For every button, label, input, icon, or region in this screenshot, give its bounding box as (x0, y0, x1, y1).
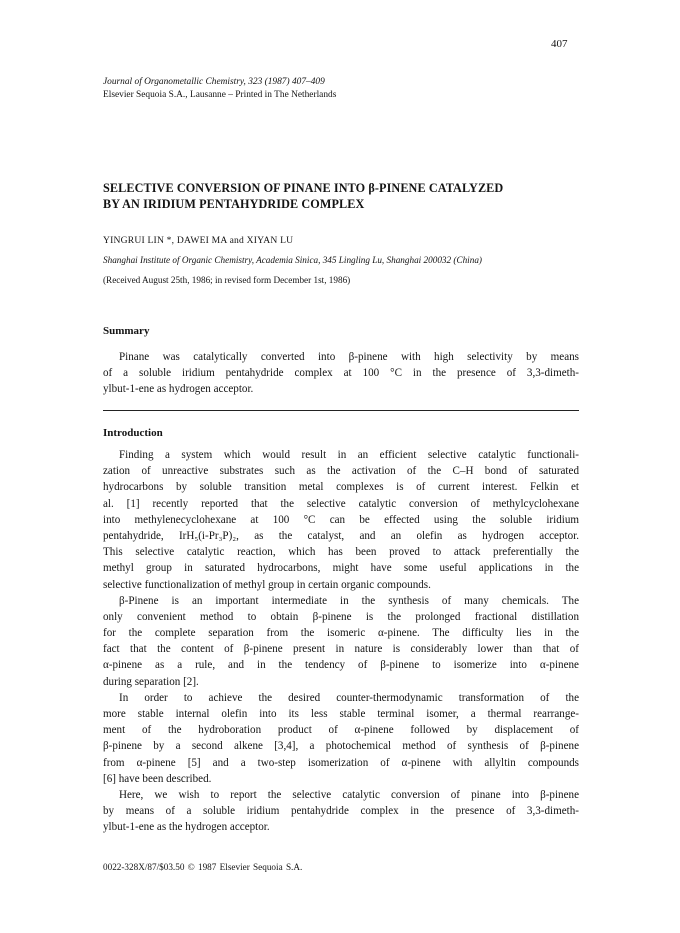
journal-citation-line1: Journal of Organometallic Chemistry, 323 (1987) 407–409 (103, 77, 325, 87)
intro-line: This selective catalytic reaction, which has been proved to attack preferentially the (103, 546, 579, 559)
intro-line: α-pinene as a rule, and in the tendency of β-pinene to isomerize into α-pinene (103, 659, 579, 672)
intro-line: zation of unreactive substrates such as the activation of the C–H bond of saturated (103, 465, 579, 478)
intro-line: fact that the content of β-pinene present in nature is considerably lower than that of (103, 643, 579, 656)
article-title-line2: BY AN IRIDIUM PENTAHYDRIDE COMPLEX (103, 197, 365, 211)
article-title (103, 180, 503, 212)
intro-line: al. [1] recently reported that the selective catalytic conversion of methylcyclohexane (103, 497, 579, 510)
intro-line: during separation [2]. (103, 675, 199, 688)
page-number: 407 (551, 38, 568, 50)
footer-copyright: 0022-328X/87/$03.50 © 1987 Elsevier Sequoia S.A. (103, 862, 303, 872)
intro-line: β-pinene by a second alkene [3,4], a photochemical method of synthesis of β-pinene (103, 740, 579, 753)
intro-line: pentahydride, IrH₅(i-Pr₃P)₂, as the catalyst, and an olefin as hydrogen acceptor. (103, 529, 579, 542)
intro-line: In order to achieve the desired counter-thermodynamic transformation of the (119, 691, 579, 704)
intro-line: into methylenecyclohexane at 100 °C can be effected using the soluble iridium (103, 513, 579, 526)
intro-line: more stable internal olefin into its less stable terminal isomer, a thermal rearrange- (103, 708, 579, 720)
intro-line: selective functionalization of methyl group in certain organic compounds. (103, 578, 431, 591)
introduction-heading: Introduction (103, 427, 163, 439)
summary-heading: Summary (103, 325, 150, 337)
affiliation: Shanghai Institute of Organic Chemistry, Academia Sinica, 345 Lingling Lu, Shanghai 200032 (China) (103, 255, 482, 265)
intro-line: by means of a soluble iridium pentahydride complex in the presence of 3,3-dimeth- (103, 805, 579, 818)
intro-line: Here, we wish to report the selective catalytic conversion of pinane into β-pinene (119, 788, 579, 801)
summary-text (103, 349, 579, 398)
intro-line: from α-pinene [5] and a two-step isomerization of α-pinene with allyltin compounds (103, 756, 579, 769)
authors: YINGRUI LIN *, DAWEI MA and XIYAN LU (103, 235, 294, 246)
journal-citation-line2: Elsevier Sequoia S.A., Lausanne – Printed in The Netherlands (103, 90, 337, 100)
intro-line: ylbut-1-ene as the hydrogen acceptor. (103, 821, 270, 834)
received-dates: (Received August 25th, 1986; in revised form December 1st, 1986) (103, 275, 351, 285)
section-divider (103, 410, 579, 411)
summary-line: Pinane was catalytically converted into β-pinene with high selectivity by means (119, 351, 579, 363)
intro-line: β-Pinene is an important intermediate in the synthesis of many chemicals. The (119, 594, 579, 607)
article-title-line1: SELECTIVE CONVERSION OF PINANE INTO β-PINENE CATALYZED (103, 181, 504, 195)
intro-line: only convenient method to obtain β-pinene is the prolonged fractional distillation (103, 610, 579, 623)
summary-line: of a soluble iridium pentahydride complex at 100 °C in the presence of 3,3-dimeth- (103, 367, 579, 380)
intro-line: Finding a system which would result in an efficient selective catalytic functionali- (119, 449, 579, 461)
intro-line: methyl group in saturated hydrocarbons, might have some useful applications in the (103, 562, 579, 575)
intro-line: hydrocarbons by soluble transition metal complexes is of current interest. Felkin et (103, 481, 579, 494)
intro-line: [6] have been described. (103, 772, 212, 785)
summary-line: ylbut-1-ene as hydrogen acceptor. (103, 383, 254, 396)
introduction-text (103, 447, 579, 836)
intro-line: for the complete separation from the isomeric α-pinene. The difficulty lies in the (103, 627, 579, 640)
intro-line: ment of the hydroboration product of α-pinene followed by displacement of (103, 724, 579, 737)
journal-citation (103, 76, 336, 102)
